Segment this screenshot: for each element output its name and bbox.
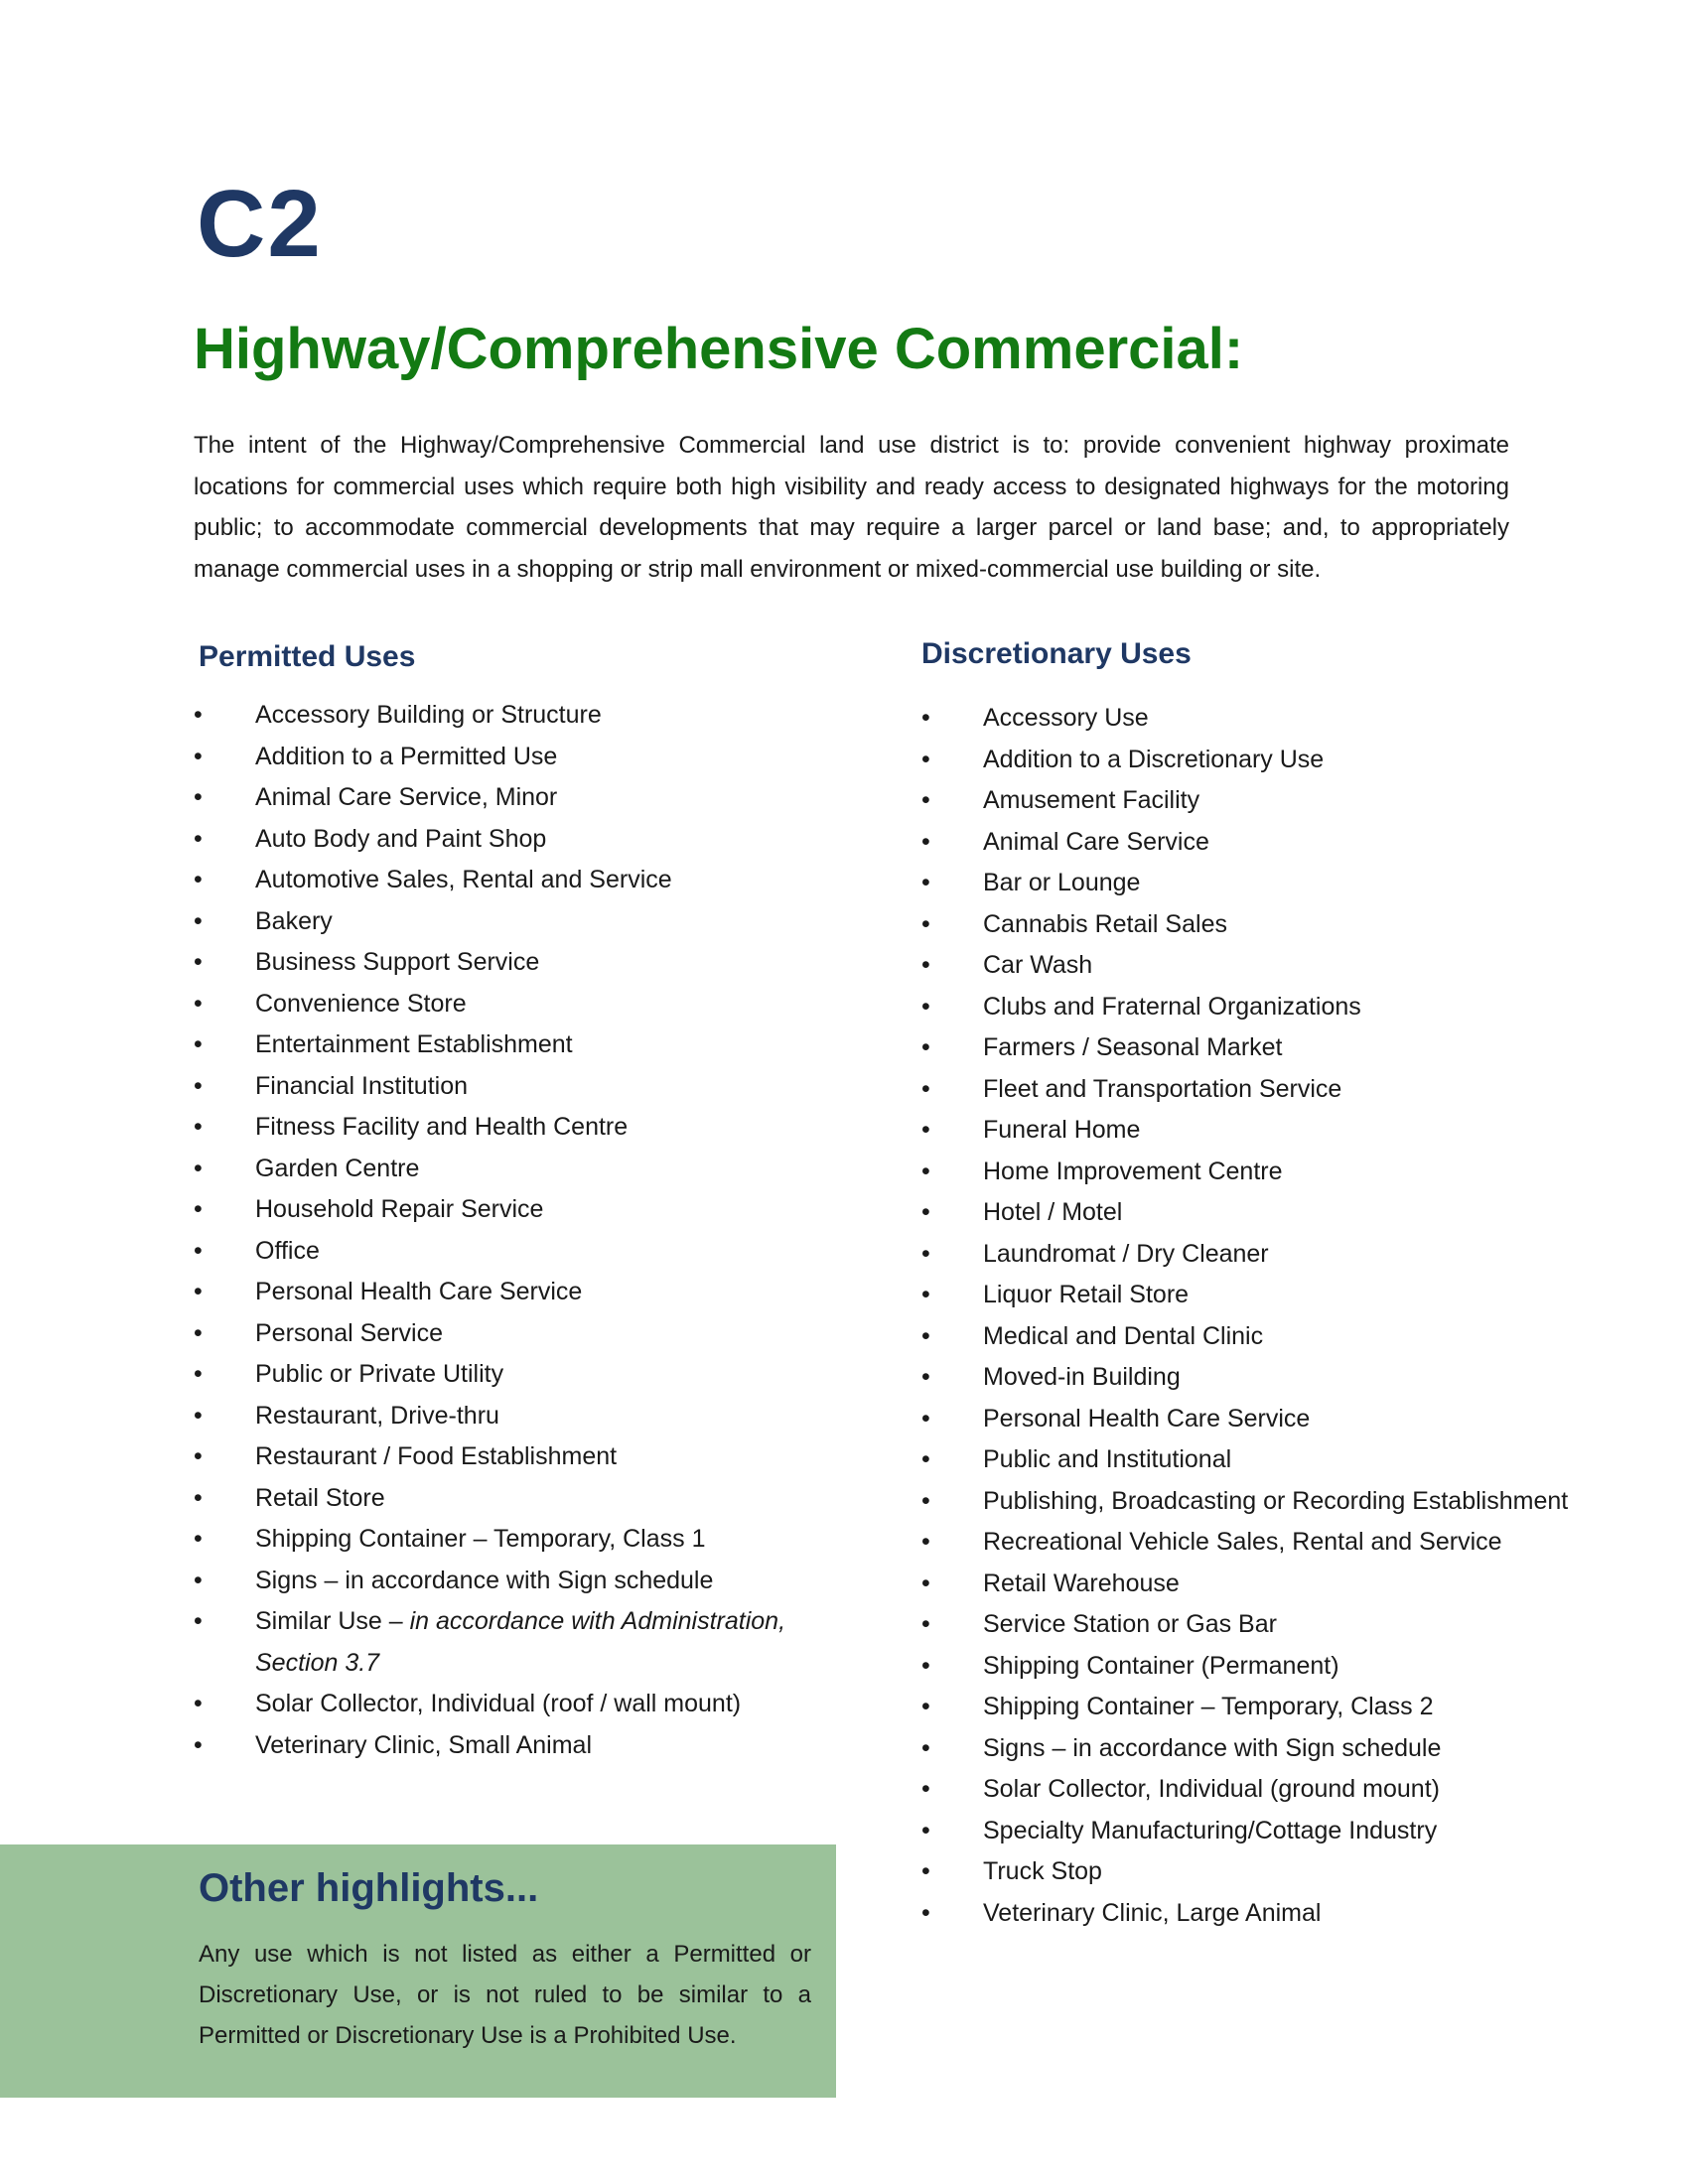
list-item — [921, 1851, 1636, 1893]
list-item-label: Amusement Facility — [983, 786, 1200, 814]
bullet-icon: • — [921, 1033, 930, 1061]
list-item — [921, 740, 1636, 781]
list-item-label: Retail Store — [255, 1483, 385, 1512]
list-item — [194, 1313, 809, 1355]
bullet-icon: • — [921, 1816, 930, 1844]
bullet-icon: • — [194, 1442, 203, 1470]
bullet-icon: • — [921, 704, 930, 732]
list-item — [194, 737, 809, 778]
bullet-icon: • — [921, 1775, 930, 1803]
list-item-label: Public or Private Utility — [255, 1360, 504, 1388]
bullet-icon: • — [921, 1733, 930, 1762]
bullet-icon: • — [921, 1321, 930, 1350]
list-item — [194, 1436, 809, 1478]
list-item-label: Shipping Container (Permanent) — [983, 1651, 1339, 1680]
bullet-icon: • — [194, 824, 203, 853]
bullet-icon: • — [194, 1195, 203, 1223]
bullet-icon: • — [921, 1857, 930, 1885]
bullet-icon: • — [194, 1154, 203, 1182]
bullet-icon: • — [194, 906, 203, 935]
list-item — [194, 819, 809, 861]
list-item-label: Personal Health Care Service — [983, 1404, 1311, 1433]
bullet-icon: • — [921, 951, 930, 979]
bullet-icon: • — [194, 948, 203, 976]
bullet-icon: • — [921, 1693, 930, 1720]
list-item — [921, 1769, 1636, 1811]
list-item — [194, 1354, 809, 1396]
list-item-label: Laundromat / Dry Cleaner — [983, 1239, 1269, 1268]
list-item — [921, 1811, 1636, 1852]
bullet-icon: • — [921, 1610, 930, 1638]
list-item — [921, 1069, 1636, 1111]
list-item-label: Moved-in Building — [983, 1363, 1181, 1391]
list-item-label: Car Wash — [983, 951, 1093, 979]
list-item — [194, 1149, 809, 1190]
list-item-label: Veterinary Clinic, Small Animal — [255, 1730, 593, 1759]
list-item-label: Public and Institutional — [983, 1445, 1232, 1473]
bullet-icon: • — [194, 1113, 203, 1141]
permitted-uses-list — [194, 695, 809, 1766]
list-item — [921, 1316, 1636, 1358]
bullet-icon: • — [921, 909, 930, 938]
list-item-label: Addition to a Permitted Use — [255, 742, 558, 770]
list-item-label: Restaurant, Drive-thru — [255, 1401, 499, 1430]
list-item-label: Truck Stop — [983, 1857, 1102, 1885]
list-item-label: Accessory Building or Structure — [255, 701, 602, 729]
permitted-uses-heading: Permitted Uses — [199, 640, 416, 673]
list-item-label: Fitness Facility and Health Centre — [255, 1113, 629, 1141]
list-item-label: Signs – in accordance with Sign schedule — [255, 1566, 714, 1594]
list-item — [921, 904, 1636, 946]
list-item — [921, 698, 1636, 740]
list-item — [194, 1519, 809, 1561]
list-item-label: Animal Care Service, Minor — [255, 783, 558, 811]
bullet-icon: • — [921, 1157, 930, 1185]
bullet-icon: • — [921, 1074, 930, 1103]
list-item-label: Clubs and Fraternal Organizations — [983, 992, 1361, 1021]
list-item-label: Cannabis Retail Sales — [983, 909, 1227, 938]
list-item-label: Entertainment Establishment — [255, 1030, 573, 1058]
bullet-icon: • — [194, 1278, 203, 1305]
list-item — [921, 1481, 1636, 1523]
list-item — [194, 901, 809, 943]
list-item — [921, 1027, 1636, 1069]
bullet-icon: • — [194, 783, 203, 811]
list-item — [921, 780, 1636, 822]
list-item — [194, 1561, 809, 1602]
list-item-note: in accordance with Administration, Section 3.7 — [255, 1607, 786, 1677]
list-item — [921, 987, 1636, 1028]
list-item-label: Garden Centre — [255, 1154, 420, 1182]
bullet-icon: • — [194, 1690, 203, 1717]
list-item — [921, 1564, 1636, 1605]
list-item — [194, 1024, 809, 1066]
bullet-icon: • — [194, 1360, 203, 1388]
list-item-label: Shipping Container – Temporary, Class 1 — [255, 1525, 706, 1553]
list-item — [921, 1110, 1636, 1152]
list-item — [921, 1522, 1636, 1564]
list-item — [921, 1893, 1636, 1935]
bullet-icon: • — [194, 1566, 203, 1594]
list-item — [194, 1066, 809, 1108]
other-highlights-text: Any use which is not listed as either a Permitted or Discretionary Use, or is not ruled to be similar to a Permitted or Discretionary Use is a Prohibited Use. — [199, 1941, 811, 2049]
list-item — [921, 1234, 1636, 1276]
list-item-label: Signs – in accordance with Sign schedule — [983, 1733, 1442, 1762]
list-item — [921, 1728, 1636, 1770]
list-item-label: Solar Collector, Individual (ground mount) — [983, 1775, 1440, 1803]
bullet-icon: • — [921, 1651, 930, 1680]
list-item — [194, 695, 809, 737]
district-title: Highway/Comprehensive Commercial: — [194, 317, 1244, 381]
list-item — [921, 1646, 1636, 1688]
list-item-label: Business Support Service — [255, 948, 540, 976]
list-item-label: Personal Service — [255, 1318, 443, 1347]
list-item — [194, 1725, 809, 1767]
bullet-icon: • — [921, 1898, 930, 1927]
list-item-label: Publishing, Broadcasting or Recording Establishment — [983, 1486, 1569, 1515]
bullet-icon: • — [921, 869, 930, 896]
bullet-icon: • — [194, 1483, 203, 1512]
bullet-icon: • — [921, 786, 930, 814]
bullet-icon: • — [921, 1528, 930, 1556]
bullet-icon: • — [194, 1607, 203, 1635]
list-item-label: Farmers / Seasonal Market — [983, 1033, 1283, 1061]
discretionary-uses-list — [921, 698, 1636, 1934]
list-item-label: Solar Collector, Individual (roof / wall mount) — [255, 1690, 742, 1717]
list-item — [194, 1272, 809, 1313]
bullet-icon: • — [194, 989, 203, 1018]
list-item-label: Recreational Vehicle Sales, Rental and Service — [983, 1528, 1502, 1556]
list-item-label: Liquor Retail Store — [983, 1281, 1190, 1308]
list-item — [194, 1189, 809, 1231]
list-item-label: Hotel / Motel — [983, 1198, 1123, 1226]
list-item-label: Funeral Home — [983, 1116, 1141, 1144]
bullet-icon: • — [194, 1730, 203, 1759]
list-item-label: Automotive Sales, Rental and Service — [255, 866, 672, 893]
list-item — [921, 1357, 1636, 1399]
bullet-icon: • — [921, 1445, 930, 1473]
list-item — [194, 1107, 809, 1149]
list-item — [921, 1399, 1636, 1440]
bullet-icon: • — [194, 1525, 203, 1553]
list-item-label: Restaurant / Food Establishment — [255, 1442, 618, 1470]
bullet-icon: • — [921, 1363, 930, 1391]
list-item — [194, 1231, 809, 1273]
bullet-icon: • — [194, 1318, 203, 1347]
list-item-label: Auto Body and Paint Shop — [255, 824, 547, 853]
bullet-icon: • — [921, 1198, 930, 1226]
list-item — [194, 1396, 809, 1437]
discretionary-uses-heading: Discretionary Uses — [921, 637, 1192, 670]
list-item-label: Animal Care Service — [983, 827, 1209, 856]
list-item — [921, 1275, 1636, 1316]
bullet-icon: • — [921, 827, 930, 856]
list-item-label: Addition to a Discretionary Use — [983, 745, 1325, 773]
list-item — [921, 1604, 1636, 1646]
bullet-icon: • — [921, 1569, 930, 1597]
bullet-icon: • — [194, 1030, 203, 1058]
list-item-label: Accessory Use — [983, 704, 1149, 732]
other-highlights-heading: Other highlights... — [199, 1866, 539, 1910]
bullet-icon: • — [194, 742, 203, 770]
bullet-icon: • — [194, 1236, 203, 1265]
list-item-label: Similar Use – — [255, 1607, 410, 1635]
list-item — [194, 1601, 809, 1684]
list-item — [194, 1478, 809, 1520]
list-item-label: Service Station or Gas Bar — [983, 1610, 1277, 1638]
bullet-icon: • — [194, 1401, 203, 1430]
list-item — [921, 822, 1636, 864]
list-item — [194, 984, 809, 1025]
district-code: C2 — [197, 171, 323, 277]
bullet-icon: • — [194, 701, 203, 729]
list-item-label: Bar or Lounge — [983, 869, 1141, 896]
list-item-label: Home Improvement Centre — [983, 1157, 1283, 1185]
list-item-label: Convenience Store — [255, 989, 467, 1018]
list-item-label: Household Repair Service — [255, 1195, 544, 1223]
intent-paragraph: The intent of the Highway/Comprehensive Commercial land use district is to: provide convenient highway proximate locations for commercial uses which require both high visibility and ready access to designated highways for the motoring public; to accommodate commercial developments that may require a larger parcel or land base; and, to appropriately manage commercial uses in a shopping or strip mall environment or mixed-commercial use building or site. — [194, 432, 1509, 583]
list-item — [921, 1439, 1636, 1481]
list-item — [194, 1684, 809, 1725]
list-item — [921, 945, 1636, 987]
bullet-icon: • — [921, 1404, 930, 1433]
list-item — [194, 777, 809, 819]
list-item-label: Office — [255, 1236, 320, 1265]
list-item — [194, 860, 809, 901]
list-item — [921, 1152, 1636, 1193]
bullet-icon: • — [921, 1239, 930, 1268]
list-item-label: Personal Health Care Service — [255, 1278, 583, 1305]
bullet-icon: • — [921, 992, 930, 1021]
bullet-icon: • — [921, 1116, 930, 1144]
bullet-icon: • — [921, 1486, 930, 1515]
bullet-icon: • — [921, 745, 930, 773]
list-item-label: Shipping Container – Temporary, Class 2 — [983, 1693, 1434, 1720]
bullet-icon: • — [194, 1071, 203, 1100]
list-item-label: Bakery — [255, 906, 333, 935]
list-item — [921, 1192, 1636, 1234]
list-item-label: Medical and Dental Clinic — [983, 1321, 1264, 1350]
list-item-label: Specialty Manufacturing/Cottage Industry — [983, 1816, 1438, 1844]
list-item-label: Financial Institution — [255, 1071, 469, 1100]
list-item — [921, 1687, 1636, 1728]
list-item-label: Veterinary Clinic, Large Animal — [983, 1898, 1322, 1927]
list-item-label: Fleet and Transportation Service — [983, 1074, 1342, 1103]
bullet-icon: • — [194, 866, 203, 893]
list-item — [921, 863, 1636, 904]
bullet-icon: • — [921, 1281, 930, 1308]
list-item-label: Retail Warehouse — [983, 1569, 1180, 1597]
list-item — [194, 942, 809, 984]
